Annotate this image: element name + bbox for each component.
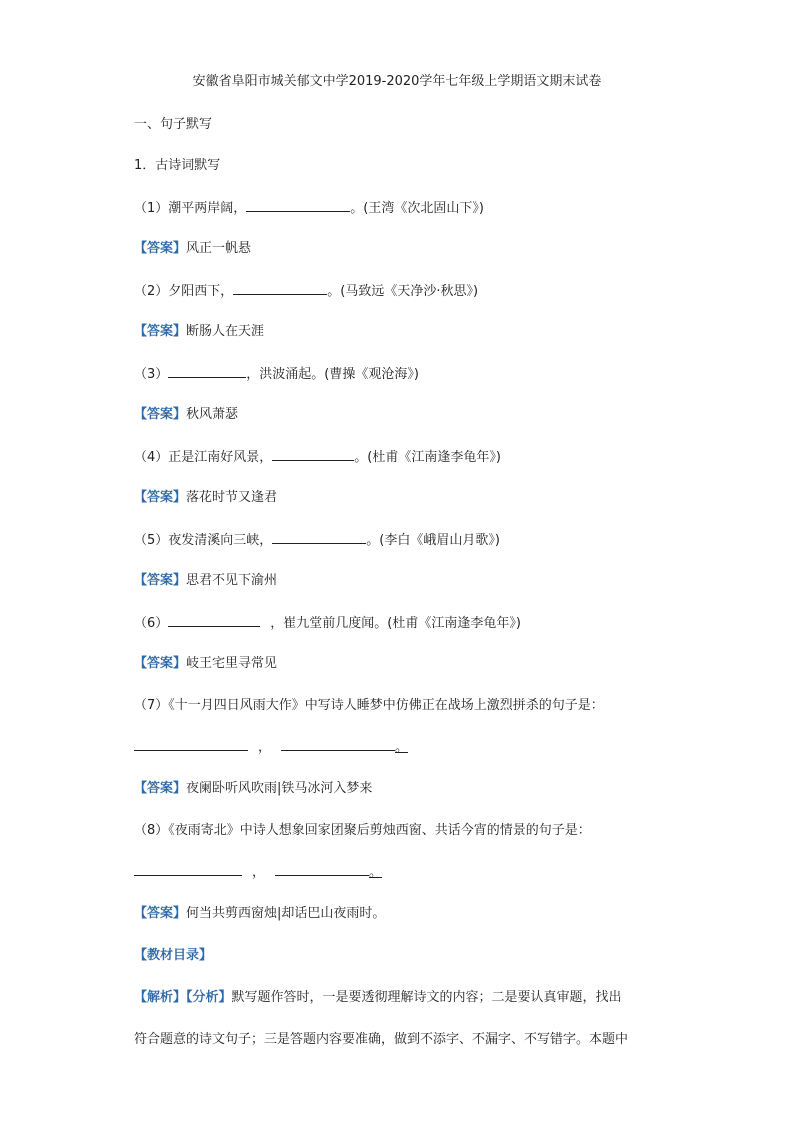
item-source: 。(王湾《次北固山下》)	[350, 201, 484, 216]
answer-text: 何当共剪西窗烛|却话巴山夜雨时。	[186, 906, 386, 921]
answer-blank	[168, 614, 260, 627]
item-source: 。(杜甫《江南逢李龟年》)	[354, 450, 501, 465]
answer-tag: 【答案】	[134, 573, 187, 588]
answer-tag: 【答案】	[134, 407, 187, 422]
answer-blank	[233, 282, 327, 295]
item-text: （5）夜发清溪向三峡，	[134, 533, 273, 548]
answer-text: 夜阑卧听风吹雨|铁马冰河入梦来	[186, 781, 373, 796]
answer-blank	[275, 863, 369, 876]
answer-line	[134, 905, 385, 923]
item-source: 。(马致远《天净沙·秋思》)	[327, 284, 479, 299]
answer-line	[134, 240, 251, 258]
answer-blank	[272, 531, 366, 544]
comma: ，	[258, 740, 272, 755]
period: 。	[395, 740, 409, 755]
answer-line	[134, 655, 277, 673]
blank-line	[134, 738, 408, 757]
comma: ，	[252, 865, 266, 880]
analysis-line: 符合题意的诗文句子；三是答题内容要准确，做到不添字、不漏字、不写错字。本题中	[134, 1032, 629, 1047]
answer-blank	[134, 738, 248, 751]
section-heading: 一、句子默写	[134, 117, 213, 132]
question-item	[134, 614, 521, 633]
item-source: 。(李白《峨眉山月歌》)	[366, 533, 500, 548]
answer-blank	[272, 448, 354, 461]
answer-tag: 【答案】	[134, 324, 187, 339]
answer-blank	[134, 863, 242, 876]
answer-line	[134, 489, 277, 507]
question-item	[134, 282, 478, 301]
answer-tag: 【答案】	[134, 781, 187, 796]
item-source: ，洪波涌起。(曹操《观沧海》)	[246, 367, 419, 382]
catalog-tag: 【教材目录】	[134, 948, 213, 963]
item-text: （3）	[134, 367, 169, 382]
answer-blank	[246, 199, 350, 212]
analysis-line	[134, 989, 622, 1007]
answer-text: 岐王宅里寻常见	[186, 656, 278, 671]
answer-tag: 【答案】	[134, 656, 187, 671]
answer-blank	[168, 365, 246, 378]
analysis-tag: 【解析】【分析】	[134, 990, 232, 1005]
item-text: （1）潮平两岸阔，	[134, 201, 247, 216]
answer-line	[134, 323, 264, 341]
answer-text: 思君不见下渝州	[186, 573, 278, 588]
answer-tag: 【答案】	[134, 241, 187, 256]
answer-line	[134, 572, 277, 590]
answer-line	[134, 780, 372, 798]
page-title: 安徽省阜阳市城关郁文中学2019-2020学年七年级上学期语文期末试卷	[192, 74, 602, 89]
question-heading: 1．古诗词默写	[134, 158, 221, 173]
item-source: ，崔九堂前几度闻。(杜甫《江南逢李龟年》)	[270, 616, 521, 631]
answer-blank	[281, 738, 395, 751]
question-item: （8）《夜雨寄北》中诗人想象回家团聚后剪烛西窗、共话今宵的情景的句子是：	[134, 823, 591, 838]
analysis-text: 默写题作答时，一是要透彻理解诗文的内容；二是要认真审题，找出	[231, 990, 622, 1005]
answer-text: 风正一帆悬	[186, 241, 252, 256]
item-text: （2）夕阳西下，	[134, 284, 234, 299]
answer-text: 落花时节又逢君	[186, 490, 278, 505]
item-text: （6）	[134, 616, 169, 631]
answer-line	[134, 406, 238, 424]
answer-tag: 【答案】	[134, 906, 187, 921]
item-text: （4）正是江南好风景，	[134, 450, 273, 465]
question-item: （7）《十一月四日风雨大作》中写诗人睡梦中仿佛正在战场上激烈拼杀的句子是：	[134, 698, 604, 713]
question-item	[134, 365, 419, 384]
question-item	[134, 531, 500, 550]
period: 。	[369, 865, 383, 880]
answer-text: 断肠人在天涯	[186, 324, 265, 339]
question-item	[134, 448, 501, 467]
question-item	[134, 199, 484, 218]
answer-text: 秋风萧瑟	[186, 407, 239, 422]
blank-line	[134, 863, 382, 882]
answer-tag: 【答案】	[134, 490, 187, 505]
